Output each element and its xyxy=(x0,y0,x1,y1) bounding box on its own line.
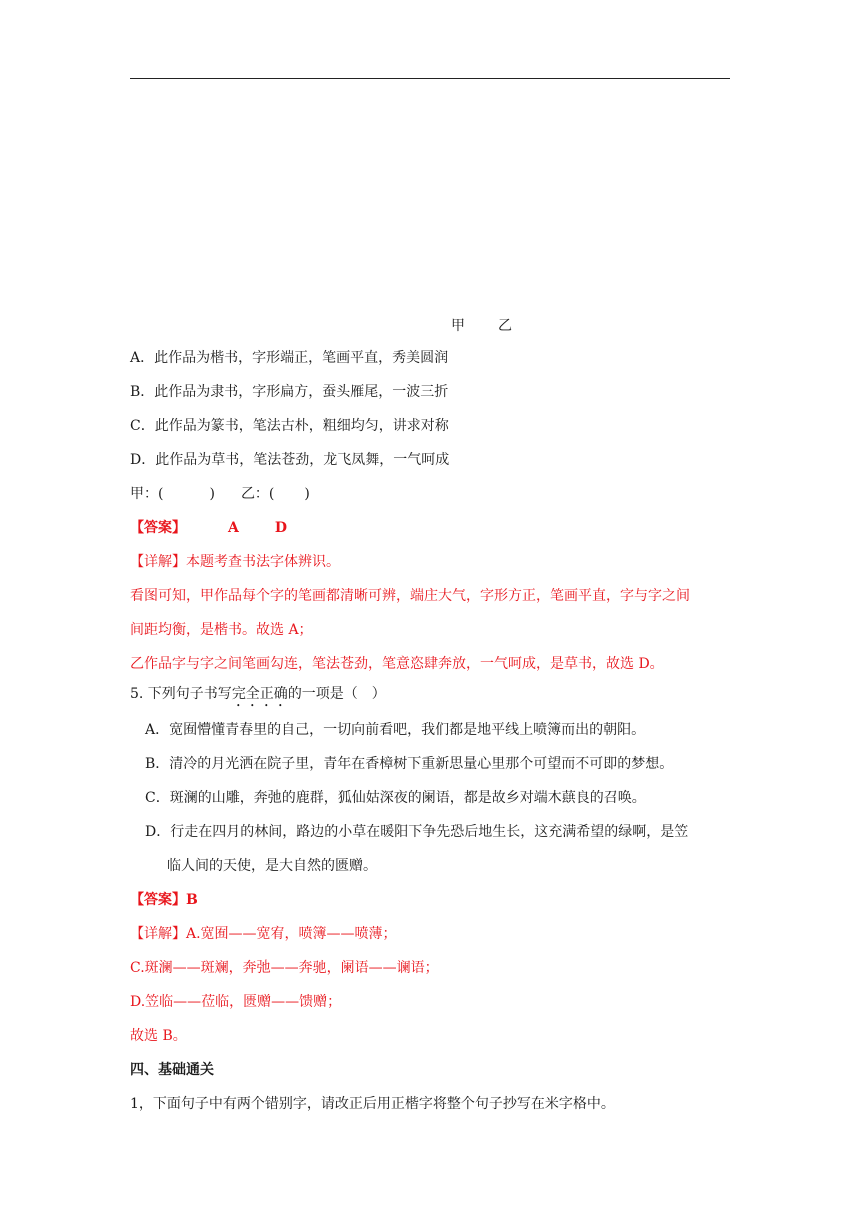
q4-option-a: A．此作品为楷书，字形端正，笔画平直，秀美圆润 xyxy=(130,350,449,366)
q5-stem-prefix: 5. 下列句子书写 xyxy=(130,686,232,702)
q4-detail-1b: 间距均衡，是楷书。故选 A； xyxy=(130,622,313,638)
q5-stem xyxy=(130,684,386,710)
caption-yi: 乙 xyxy=(498,318,512,334)
section-title: 四、基础通关 xyxy=(130,1062,214,1078)
q5-option-d-cont: 临人间的天使，是大自然的匮赠。 xyxy=(167,858,377,874)
section-q1: 1，下面句子中有两个错别字，请改正后用正楷字将整个句子抄写在米字格中。 xyxy=(130,1096,615,1112)
header-rule xyxy=(130,78,730,79)
answer-label: 【答案】 xyxy=(130,520,186,536)
blank-jia-label: 甲：( xyxy=(130,486,164,502)
q4-option-b: B．此作品为隶书，字形扁方，蚕头雁尾，一波三折 xyxy=(130,384,449,400)
q4-answer xyxy=(130,518,287,538)
blank-yi-close: ) xyxy=(304,486,310,502)
q4-option-c: C．此作品为篆书，笔法古朴，粗细均匀，讲求对称 xyxy=(130,418,449,434)
blank-yi-label: 乙：( xyxy=(240,486,275,502)
caption-jia: 甲 xyxy=(451,318,465,334)
q5-option-a: A．宽囿懵懂青春里的自己，一切向前看吧，我们都是地平线上喷簿而出的朝阳。 xyxy=(145,722,646,738)
q5-detail-2: C.斑澜——斑斓，奔弛——奔驰，阑语——谰语； xyxy=(130,960,439,976)
q5-stem-emph: 完全正确 xyxy=(231,686,288,702)
q4-option-d: D．此作品为草书，笔法苍劲，龙飞凤舞，一气呵成 xyxy=(130,452,450,468)
q4-blanks xyxy=(130,484,310,504)
q5-answer: 【答案】B xyxy=(130,892,198,908)
q5-detail-1: 【详解】A.宽囿——宽宥，喷簿——喷薄； xyxy=(130,926,397,942)
q5-option-d: D．行走在四月的林间，路边的小草在暖阳下争先恐后地生长，这充满希望的绿啊，是笠 xyxy=(145,824,689,840)
q5-option-b: B．清冷的月光洒在院子里，青年在香樟树下重新思量心里那个可望而不可即的梦想。 xyxy=(145,756,674,772)
q5-stem-suffix: 的一项是（ ） xyxy=(287,686,386,702)
q4-detail-1a: 看图可知，甲作品每个字的笔画都清晰可辨，端庄大气，字形方正，笔画平直，字与字之间 xyxy=(130,588,690,604)
q5-detail-4: 故选 B。 xyxy=(130,1028,187,1044)
figure-captions xyxy=(451,316,512,336)
q5-detail-3: D.笠临——莅临，匮赠——馈赠； xyxy=(130,994,342,1010)
q4-detail-2: 乙作品字与字之间笔画勾连，笔法苍劲，笔意恣肆奔放，一气呵成，是草书，故选 D。 xyxy=(130,656,664,672)
q4-detail-label: 【详解】本题考查书法字体辨识。 xyxy=(130,554,340,570)
answer-a: A xyxy=(228,520,239,536)
answer-d: D xyxy=(274,520,288,536)
blank-jia-close: ) xyxy=(209,486,215,502)
q5-option-c: C．斑澜的山雕，奔弛的鹿群，狐仙姑深夜的阑语，都是故乡对端木蕻良的召唤。 xyxy=(145,790,646,806)
